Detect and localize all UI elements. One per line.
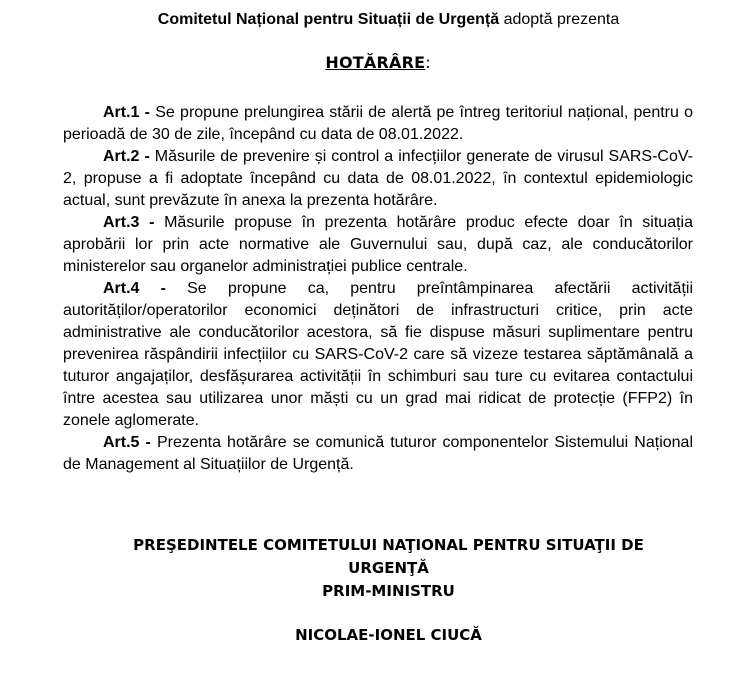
article-2: [63, 146, 693, 212]
document-title-word: HOTĂRÂRE: [325, 53, 426, 72]
article-1-text: Se propune prelungirea stării de alertă pe întreg teritoriul național, pentru o perioadă de 30 de zile, începând cu data de 08.01.2022.: [63, 104, 694, 143]
intro-regular-text: adoptă prezenta: [503, 11, 620, 28]
article-1-label: Art.1 -: [103, 104, 151, 121]
intro-line: [84, 9, 693, 30]
article-3-label: Art.3 -: [103, 214, 155, 231]
article-4-text: Se propune ca, pentru preîntâmpinarea afectării activității autorităților/operatorilor economici deținători de infrastructuri critice, prin acte administrative ale conducătorilor acestora, să fie dispuse măsuri suplimentare pentru prevenirea răspândirii infecțiilor cu SARS-CoV-2 care să vizeze testarea săptămânală a tuturor angajaților, desfășurarea activității în schimburi sau ture cu evitarea contactului între acestea sau utilizarea unor măști cu un grad mai ridicat de protecție (FFP2) în zonele aglomerate.: [63, 280, 693, 429]
signature-block: [84, 534, 693, 647]
article-5-text: Prezenta hotărâre se comunică tuturor componentelor Sistemului Național de Management al Situațiilor de Urgență.: [63, 434, 694, 473]
signature-role: PRIM-MINISTRU: [322, 582, 455, 600]
article-5-label: Art.5 -: [103, 434, 151, 451]
article-4-label: Art.4 -: [103, 280, 166, 297]
article-3-text: Măsurile propuse în prezenta hotărâre produc efecte doar în situația aprobării lor prin acte normative ale Guvernului sau, după caz, ale conducătorilor ministerelor sau organelor administrației publice centrale.: [63, 214, 693, 275]
document-title: [63, 52, 693, 74]
articles-section: [63, 102, 693, 476]
signature-title-line-2: URGENŢĂ: [348, 559, 429, 577]
article-2-text: Măsurile de prevenire și control a infecțiilor generate de virusul SARS-CoV-2, propuse a fi adoptate începând cu data de 08.01.2022, în contextul epidemiologic actual, sunt prevăzute în anexa la prezenta hotărâre.: [63, 148, 693, 209]
article-4: [63, 278, 693, 432]
intro-committee-name: Comitetul Național pentru Situații de Urgență: [157, 11, 500, 28]
signature-title-line-1: PREŞEDINTELE COMITETULUI NAŢIONAL PENTRU SITUAŢII DE: [133, 536, 644, 554]
article-1: [63, 102, 693, 146]
document-title-colon: :: [425, 53, 431, 72]
article-2-label: Art.2 -: [103, 148, 150, 165]
signature-name: NICOLAE-IONEL CIUCĂ: [295, 626, 482, 644]
article-3: [63, 212, 693, 278]
article-5: [63, 432, 693, 476]
